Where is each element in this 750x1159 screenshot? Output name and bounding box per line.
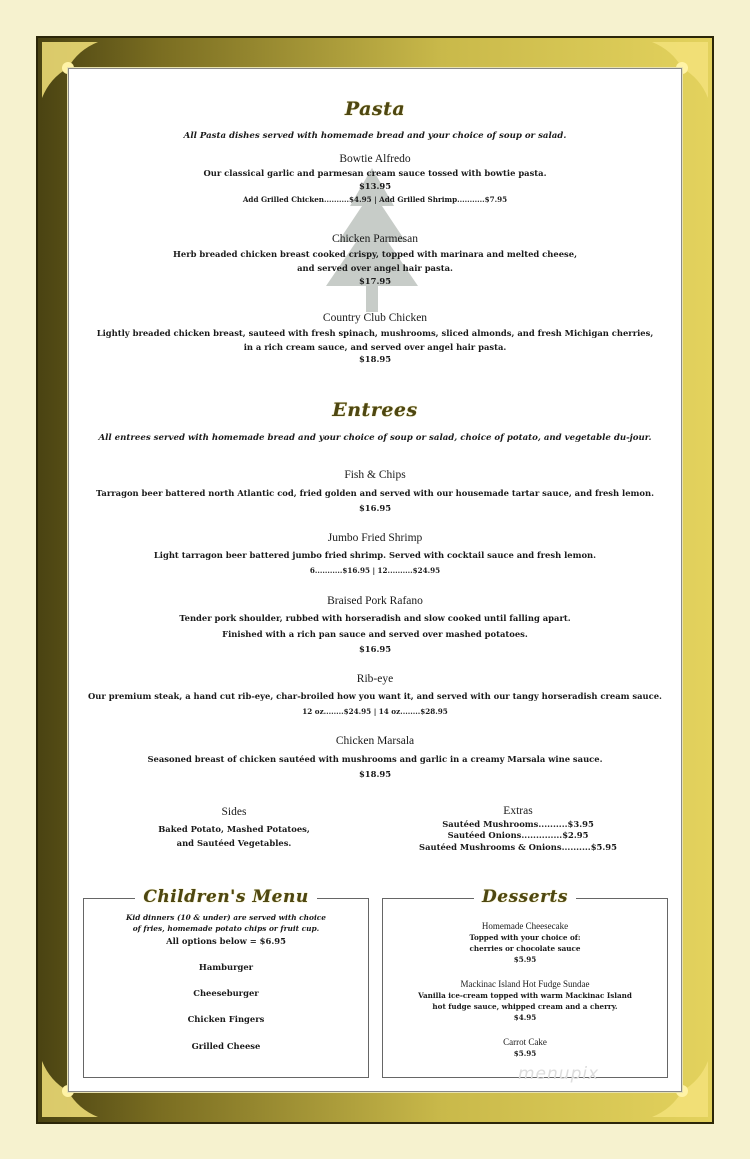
childrens-item: Hamburger: [198, 962, 254, 972]
dish-price: $13.95: [358, 181, 392, 191]
dessert-name: Homemade Cheesecake: [481, 921, 569, 931]
dessert-description: cherries or chocolate sauce: [469, 944, 581, 953]
dessert-description: hot fudge sauce, whipped cream and a cherry.: [432, 1002, 618, 1011]
childrens-menu-heading: Children's Menu: [83, 887, 369, 907]
pasta-intro: All Pasta dishes served with homemade bread and your choice of soup or salad.: [183, 131, 567, 141]
dish-name: Braised Pork Rafano: [327, 595, 423, 607]
childrens-intro: [83, 912, 369, 934]
dish-addons: Add Grilled Chicken..........$4.95 | Add Grilled Shrimp...........$7.95: [242, 195, 508, 204]
childrens-item: Chicken Fingers: [187, 1014, 265, 1024]
dessert-price: $5.95: [513, 955, 537, 964]
sides-heading: Sides: [221, 806, 247, 818]
dish-price: $18.95: [358, 354, 392, 364]
menupix-watermark: menupix: [518, 1064, 600, 1084]
dish-price: $18.95: [358, 769, 392, 779]
childrens-item: Cheeseburger: [193, 988, 259, 998]
dish-description: Seasoned breast of chicken sautéed with mushrooms and garlic in a creamy Marsala wine sauce.: [147, 754, 603, 764]
entrees-heading: Entrees: [332, 399, 418, 421]
dish-price: 12 oz........$24.95 | 14 oz........$28.95: [302, 707, 448, 716]
dish-description: Our classical garlic and parmesan cream sauce tossed with bowtie pasta.: [203, 168, 547, 178]
extras-heading: Extras: [503, 805, 533, 817]
entrees-intro: All entrees served with homemade bread and your choice of soup or salad, choice of potato, and vegetable du-jour.: [98, 433, 652, 443]
childrens-intro-line: of fries, homemade potato chips or fruit cup.: [132, 924, 320, 933]
extras-line: Sautéed Onions..............$2.95: [447, 830, 589, 840]
childrens-item: Grilled Cheese: [191, 1041, 261, 1051]
dish-description: Finished with a rich pan sauce and served over mashed potatoes.: [222, 629, 528, 639]
dish-description: in a rich cream sauce, and served over angel hair pasta.: [243, 342, 507, 352]
dish-name: Chicken Marsala: [335, 735, 415, 747]
dessert-name: Carrot Cake: [503, 1037, 547, 1047]
dish-name: Rib-eye: [356, 673, 394, 685]
childrens-price-note: All options below = $6.95: [166, 936, 286, 946]
dish-description: Our premium steak, a hand cut rib-eye, char-broiled how you want it, and served with our tangy horseradish cream sauce.: [88, 691, 662, 701]
dish-description: Tender pork shoulder, rubbed with horseradish and slow cooked until falling apart.: [179, 613, 571, 623]
dish-name: Jumbo Fried Shrimp: [327, 532, 423, 544]
extras-line: Sautéed Mushrooms..........$3.95: [442, 819, 594, 829]
dessert-description: Topped with your choice of:: [469, 933, 581, 942]
dish-name: Chicken Parmesan: [332, 233, 418, 245]
dish-price: $16.95: [358, 644, 392, 654]
dish-description: Lightly breaded chicken breast, sauteed with fresh spinach, mushrooms, sliced almonds, and fresh Michigan cherries,: [96, 328, 654, 338]
sides-line: Baked Potato, Mashed Potatoes,: [158, 824, 310, 834]
dish-name: Country Club Chicken: [322, 312, 428, 324]
dish-price: $17.95: [358, 276, 392, 286]
dessert-name: Mackinac Island Hot Fudge Sundae: [460, 979, 590, 989]
extras-line: Sautéed Mushrooms & Onions..........$5.95: [419, 842, 617, 852]
sides-line: and Sautéed Vegetables.: [176, 838, 292, 848]
dish-price: 6...........$16.95 | 12..........$24.95: [309, 566, 441, 575]
childrens-intro-line: Kid dinners (10 & under) are served with choice: [126, 913, 326, 922]
dish-description: Tarragon beer battered north Atlantic cod, fried golden and served with our housemade tartar sauce, and fresh lemon.: [96, 488, 654, 498]
dish-price: $16.95: [358, 503, 392, 513]
pasta-heading: Pasta: [344, 98, 406, 120]
dish-name: Bowtie Alfredo: [339, 153, 411, 165]
dish-description: and served over angel hair pasta.: [297, 263, 453, 273]
desserts-heading: Desserts: [382, 887, 668, 907]
dish-description: Herb breaded chicken breast cooked crispy, topped with marinara and melted cheese,: [173, 249, 577, 259]
dish-description: Light tarragon beer battered jumbo fried shrimp. Served with cocktail sauce and fresh lemon.: [153, 550, 597, 560]
dessert-price: $4.95: [513, 1013, 537, 1022]
dish-name: Fish & Chips: [344, 469, 406, 481]
dessert-description: Vanilla ice-cream topped with warm Mackinac Island: [418, 991, 632, 1000]
dessert-price: $5.95: [513, 1049, 537, 1058]
